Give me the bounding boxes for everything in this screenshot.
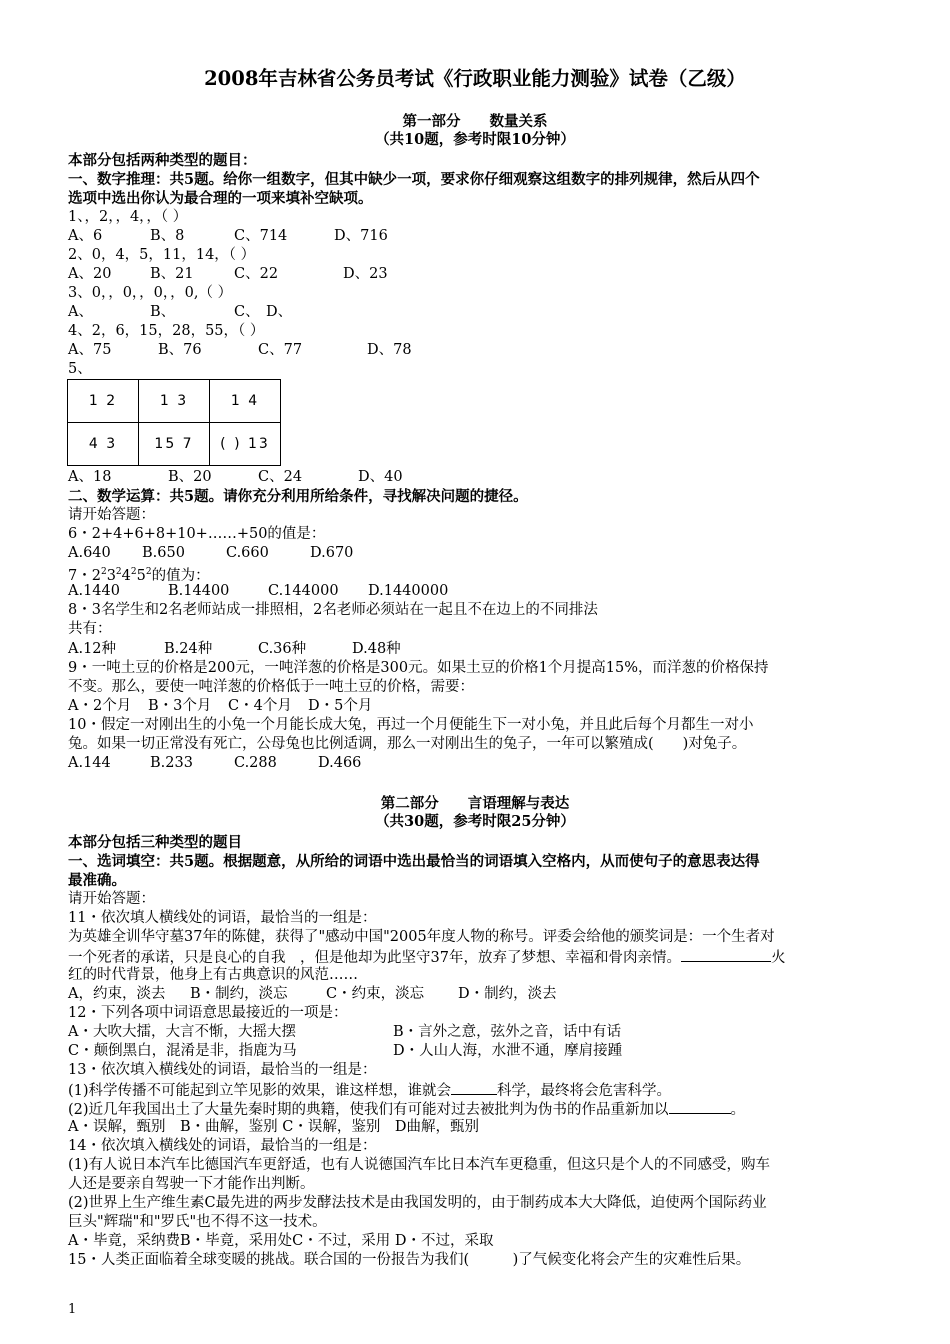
page-number: 1: [68, 1302, 77, 1317]
part2-heading: 第二部分 言语理解与表达: [380, 795, 570, 812]
option-c: C、: [234, 304, 260, 320]
option-b: B.14400: [168, 583, 230, 599]
fill-blank: [681, 947, 771, 962]
q11-text2: 一个死者的承诺，只是良心的自我 ，但是他却为此坚守37年，放弃了梦想、幸福和骨肉亲情。: [68, 950, 681, 966]
grid-cell: 1 2: [68, 380, 139, 423]
q13-s2-end: 。: [730, 1102, 746, 1118]
option-b: B、20: [168, 469, 212, 485]
option-d: D、716: [334, 228, 388, 244]
grid-cell: 15 7: [139, 423, 210, 466]
option-c: C・颠倒黑白，混淆是非，指鹿为马: [68, 1043, 297, 1059]
document-title: 2008年吉林省公务员考试《行政职业能力测验》试卷（乙级）: [204, 67, 746, 90]
option-d: D.670: [310, 545, 354, 561]
question-14-options: A・毕竟，采纳费B・毕竟，采用处C・不过，采用 D・不过，采取: [68, 1233, 494, 1249]
option-d: D・5个月: [308, 698, 373, 714]
fill-blank: [451, 1080, 497, 1095]
part2-start: 请开始答题：: [68, 891, 155, 907]
q13-s2-start: (2)近几年我国出土了大量先秦时期的典籍，使我们有可能对过去被批判为伪书的作品重新加以: [68, 1102, 669, 1118]
grid-cell: 1 3: [139, 380, 210, 423]
q7-exp: 2: [130, 567, 137, 577]
option-d: D、78: [367, 342, 412, 358]
option-a: A・2个月: [68, 698, 132, 714]
q11-text2-end: 火: [770, 950, 786, 966]
question-5-number-grid: [67, 379, 281, 466]
q13-s1-end: 科学，最终将会危害科学。: [497, 1083, 672, 1099]
option-d: D.1440000: [368, 583, 449, 599]
option-d: D、40: [358, 469, 403, 485]
option-a: A、18: [68, 469, 112, 485]
question-5: 5、: [68, 361, 92, 377]
question-8-line1: 8・3名学生和2名老师站成一排照相，2名老师必须站在一起且不在边上的不同排法: [68, 602, 598, 618]
option-b: B、76: [158, 342, 202, 358]
option-a: A，约束，淡去: [68, 986, 166, 1002]
option-b: B.233: [150, 755, 193, 771]
option-a: A.144: [68, 755, 111, 771]
part1-intro: 本部分包括两种类型的题目：: [68, 152, 257, 169]
option-a: A、: [68, 304, 93, 320]
part1-section1-line2: 选项中选出你认为最合理的一项来填补空缺项。: [68, 190, 373, 207]
option-c: C.288: [234, 755, 277, 771]
part2-section1-line2: 最准确。: [68, 872, 126, 889]
q7-base: 5: [136, 567, 146, 584]
part2-intro: 本部分包括三种类型的题目: [68, 834, 242, 851]
option-d: D・制约，淡去: [458, 986, 557, 1002]
grid-cell: ( ) 13: [210, 423, 281, 466]
q7-prefix: 7・2: [68, 567, 101, 584]
option-a: A.12种: [68, 641, 117, 657]
question-2: 2、0，4，5，11，14，（ ）: [68, 247, 256, 263]
part1-section1-line1: 一、数字推理：共5题。给你一组数字，但其中缺少一项，要求你仔细观察这组数字的排列规律，然后从四个: [68, 171, 760, 188]
option-c: C.144000: [268, 583, 339, 599]
option-d: D、: [266, 304, 293, 320]
question-11-text-line3: 红的时代背景，他身上有古典意识的风范……: [68, 967, 358, 983]
option-c: C、714: [234, 228, 288, 244]
question-15: 15・人类正面临着全球变暖的挑战。联合国的一份报告为我们( )了气候变化将会产生的灾难性后果。: [68, 1252, 751, 1268]
option-d: D.48种: [352, 641, 401, 657]
part2-subheading: （共30题，参考时限25分钟）: [375, 813, 575, 830]
option-a: A.640: [68, 545, 111, 561]
q7-base: 4: [121, 567, 131, 584]
option-b: B・制约，淡忘: [190, 986, 288, 1002]
question-13-options: A・误解，甄别 B・曲解，鉴别 C・误解，鉴别 D曲解，甄别: [68, 1119, 479, 1135]
grid-cell: 1 4: [210, 380, 281, 423]
q7-exp: 2: [115, 567, 122, 577]
option-d: D、23: [343, 266, 388, 282]
option-c: C・约束，淡忘: [326, 986, 425, 1002]
part1-heading: 第一部分 数量关系: [402, 113, 548, 130]
fill-blank: [669, 1099, 731, 1114]
question-12: 12・下列各项中词语意思最接近的一项是：: [68, 1005, 348, 1021]
question-6: 6・2+4+6+8+10+……+50的值是：: [68, 526, 326, 542]
question-14-sentence1-line2: 人还是要亲自驾驶一下才能作出判断。: [68, 1176, 315, 1192]
option-c: C.36种: [258, 641, 307, 657]
q7-suffix: 的值为：: [151, 567, 210, 584]
q7-exp: 2: [145, 567, 152, 577]
option-b: B・3个月: [148, 698, 212, 714]
question-14-sentence2-line2: 巨头"辉瑞"和"罗氏"也不得不这一技术。: [68, 1214, 327, 1230]
question-11-text-line1: 为英雄全训华守墓37年的陈健，获得了"感动中国"2005年度人物的称号。评委会给他的颁奖词是：一个生者对: [68, 929, 775, 945]
question-13-sentence1: [68, 1080, 671, 1101]
question-13-sentence2: [68, 1099, 745, 1120]
option-c: C.660: [226, 545, 269, 561]
option-b: B、21: [150, 266, 194, 282]
option-b: B.24种: [164, 641, 213, 657]
option-a: A.1440: [68, 583, 120, 599]
question-11: 11・依次填人横线处的词语，最恰当的一组是：: [68, 910, 377, 926]
option-c: C、77: [258, 342, 303, 358]
part1-section2: 二、数学运算：共5题。请你充分利用所给条件，寻找解决问题的捷径。: [68, 488, 528, 505]
question-11-text-line2: [68, 947, 785, 968]
part1-start: 请开始答题：: [68, 507, 155, 523]
option-b: B、: [150, 304, 176, 320]
question-9-line1: 9・一吨土豆的价格是200元，一吨洋葱的价格是300元。如果土豆的价格1个月提高15%，而洋葱的价格保持: [68, 660, 769, 676]
option-b: B、8: [150, 228, 185, 244]
q13-s1-start: (1)科学传播不可能起到立竿见影的效果，谁这样想，谁就会: [68, 1083, 452, 1099]
question-3: 3、0，，0，，0，，0,（ ）: [68, 285, 233, 301]
question-14-sentence2-line1: (2)世界上生产维生素C最先进的两步发酵法技术是由我国发明的，由于制药成本大大降低，迫使两个国际药业: [68, 1195, 767, 1211]
q7-base: 3: [106, 567, 116, 584]
question-1: 1、，2，，4，，（ ）: [68, 209, 188, 225]
option-c: C、22: [234, 266, 279, 282]
option-b: B・言外之意，弦外之音，话中有话: [393, 1024, 622, 1040]
option-a: A、75: [68, 342, 112, 358]
option-a: A、6: [68, 228, 103, 244]
option-d: D.466: [318, 755, 362, 771]
question-10-line1: 10・假定一对刚出生的小兔一个月能长成大兔，再过一个月便能生下一对小兔，并且此后每个月都生一对小: [68, 717, 754, 733]
option-b: B.650: [142, 545, 185, 561]
question-8-line2: 共有：: [68, 621, 112, 637]
part2-section1-line1: 一、选词填空：共5题。根据题意，从所给的词语中选出最恰当的词语填入空格内，从而使句子的意思表达得: [68, 853, 760, 870]
q7-exp: 2: [100, 567, 107, 577]
question-10-line2: 兔。如果一切正常没有死亡，公母兔也比例适调，那么一对刚出生的兔子，一年可以繁殖成( )对兔子。: [68, 736, 747, 752]
question-14: 14・依次填入横线处的词语，最恰当的一组是：: [68, 1138, 377, 1154]
grid-row: [68, 423, 281, 466]
question-4: 4、2，6，15，28，55，（ ）: [68, 323, 265, 339]
grid-cell: 4 3: [68, 423, 139, 466]
option-c: C、24: [258, 469, 303, 485]
option-a: A・大吹大擂，大言不惭，大摇大摆: [68, 1024, 296, 1040]
question-13: 13・依次填入横线处的词语，最恰当的一组是：: [68, 1062, 377, 1078]
option-a: A、20: [68, 266, 112, 282]
question-14-sentence1-line1: (1)有人说日本汽车比德国汽车更舒适，也有人说德国汽车比日本汽车更稳重，但这只是个人的不同感受，购车: [68, 1157, 771, 1173]
grid-row: [68, 380, 281, 423]
part1-subheading: （共10题，参考时限10分钟）: [375, 131, 575, 148]
option-d: D・人山人海，水泄不通，摩肩接踵: [393, 1043, 623, 1059]
option-c: C・4个月: [228, 698, 292, 714]
question-9-line2: 不变。那么，要使一吨洋葱的价格低于一吨土豆的价格，需要：: [68, 679, 474, 695]
